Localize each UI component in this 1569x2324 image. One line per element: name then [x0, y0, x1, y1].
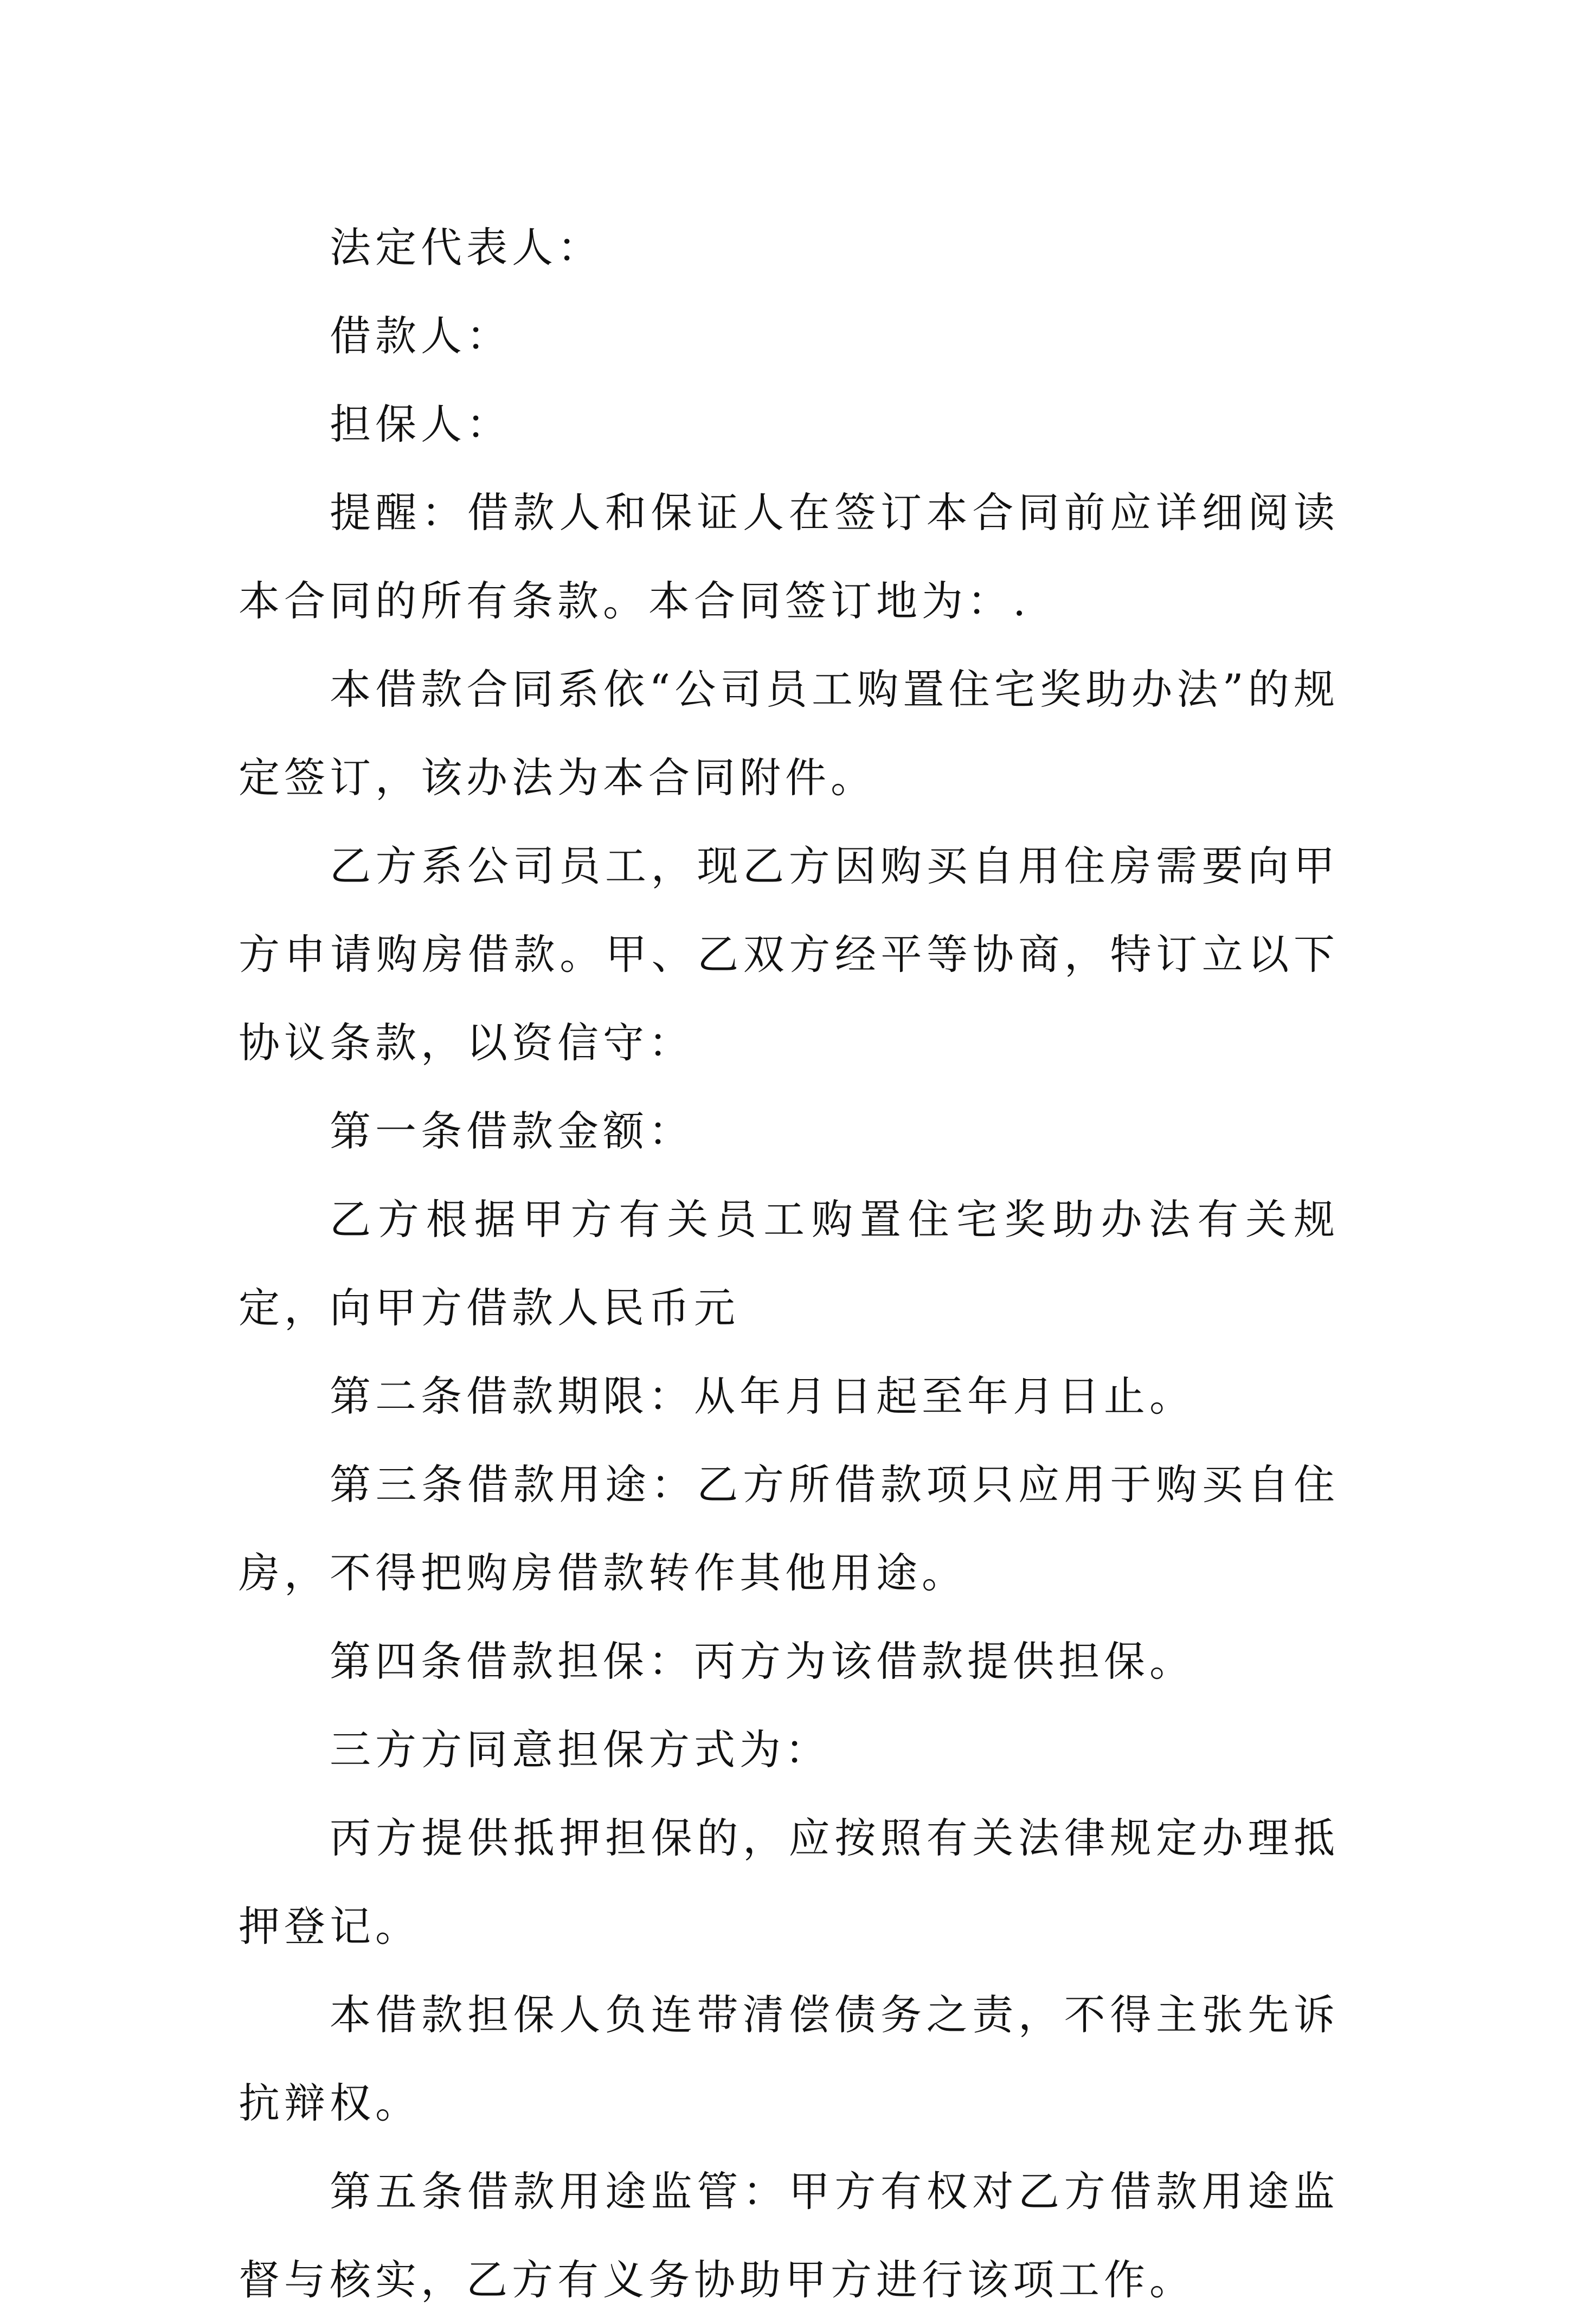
document-body [239, 203, 1339, 2324]
borrower-line: 借款人： [330, 312, 512, 360]
joint-liability-paragraph: 本借款担保人负连带清偿债务之责，不得主张先诉抗辩权。 [239, 1991, 1339, 2127]
legal-representative-line: 法定代表人： [330, 223, 603, 272]
reminder-paragraph: 提醒：借款人和保证人在签订本合同前应详细阅读本合同的所有条款。本合同签订地为：. [239, 488, 1339, 625]
article-1-body: 乙方根据甲方有关员工购置住宅奖助办法有关规定，向甲方借款人民币元 [239, 1195, 1339, 1332]
article-1-heading: 第一条借款金额： [330, 1107, 694, 1155]
article-3: 第三条借款用途：乙方所借款项只应用于购买自住房，不得把购房借款转作其他用途。 [239, 1460, 1339, 1597]
preamble-paragraph: 乙方系公司员工，现乙方因购买自用住房需要向甲方申请购房借款。甲、乙双方经平等协商，特订立以下协议条款，以资信守： [239, 842, 1339, 1067]
article-2: 第二条借款期限：从年月日起至年月日止。 [330, 1372, 1195, 1420]
guarantee-method-line: 三方方同意担保方式为： [330, 1726, 831, 1774]
article-4: 第四条借款担保：丙方为该借款提供担保。 [330, 1637, 1195, 1685]
article-5: 第五条借款用途监管：甲方有权对乙方借款用途监督与核实，乙方有义务协助甲方进行该项工作。 [239, 2167, 1339, 2304]
basis-paragraph: 本借款合同系依“公司员工购置住宅奖助办法”的规定签订，该办法为本合同附件。 [239, 665, 1339, 802]
guarantor-line: 担保人： [330, 400, 512, 448]
mortgage-paragraph: 丙方提供抵押担保的，应按照有关法律规定办理抵押登记。 [239, 1814, 1339, 1950]
